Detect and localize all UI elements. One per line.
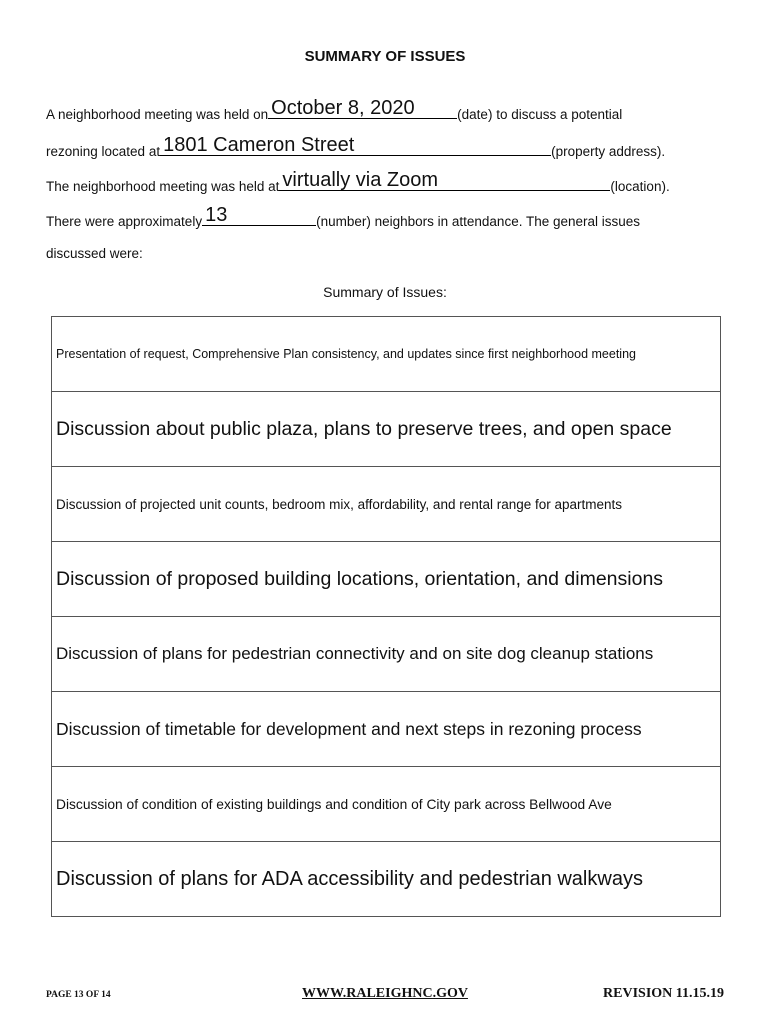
attendance-prefix: There were approximately bbox=[46, 214, 203, 229]
attendance-value: 13 bbox=[205, 204, 228, 226]
issues-table bbox=[51, 316, 721, 917]
date-prefix: A neighborhood meeting was held on bbox=[46, 107, 269, 122]
date-suffix: (date) to discuss a potential bbox=[457, 107, 623, 122]
page-number: PAGE 13 OF 14 bbox=[46, 990, 111, 1000]
attendance-suffix: (number) neighbors in attendance. The general issues bbox=[316, 214, 641, 229]
meeting-date-line bbox=[46, 97, 623, 122]
location-line bbox=[46, 169, 670, 194]
address-suffix: (property address). bbox=[551, 144, 666, 159]
address-field[interactable] bbox=[160, 134, 551, 156]
issue-row: Discussion of condition of existing buildings and condition of City park across Bellwood Ave bbox=[52, 766, 720, 841]
issue-row: Discussion of projected unit counts, bedroom mix, affordability, and rental range for apartments bbox=[52, 466, 720, 541]
issue-row: Discussion of proposed building locations, orientation, and dimensions bbox=[52, 541, 720, 616]
date-value: October 8, 2020 bbox=[271, 97, 415, 119]
document-title: SUMMARY OF ISSUES bbox=[304, 48, 466, 65]
issue-row: Discussion of timetable for development and next steps in rezoning process bbox=[52, 691, 720, 766]
address-line bbox=[46, 134, 666, 159]
summary-heading: Summary of Issues: bbox=[323, 284, 447, 300]
attendance-line bbox=[46, 204, 641, 229]
location-prefix: The neighborhood meeting was held at bbox=[46, 179, 280, 194]
location-field[interactable] bbox=[279, 169, 610, 191]
website-link[interactable]: WWW.RALEIGHNC.GOV bbox=[302, 986, 468, 1001]
address-value: 1801 Cameron Street bbox=[163, 134, 355, 156]
location-suffix: (location). bbox=[610, 179, 670, 194]
issue-row: Discussion of plans for pedestrian connectivity and on site dog cleanup stations bbox=[52, 616, 720, 691]
attendance-field[interactable] bbox=[202, 204, 316, 226]
location-value: virtually via Zoom bbox=[282, 169, 439, 191]
issue-row: Presentation of request, Comprehensive Plan consistency, and updates since first neighborhood meeting bbox=[56, 347, 636, 361]
date-field[interactable] bbox=[268, 97, 457, 119]
discussed-line: discussed were: bbox=[46, 246, 143, 261]
issue-row: Discussion about public plaza, plans to preserve trees, and open space bbox=[52, 391, 720, 466]
issue-row: Discussion of plans for ADA accessibility and pedestrian walkways bbox=[52, 841, 720, 916]
address-prefix: rezoning located at bbox=[46, 144, 161, 159]
revision-label: REVISION 11.15.19 bbox=[603, 986, 724, 1001]
